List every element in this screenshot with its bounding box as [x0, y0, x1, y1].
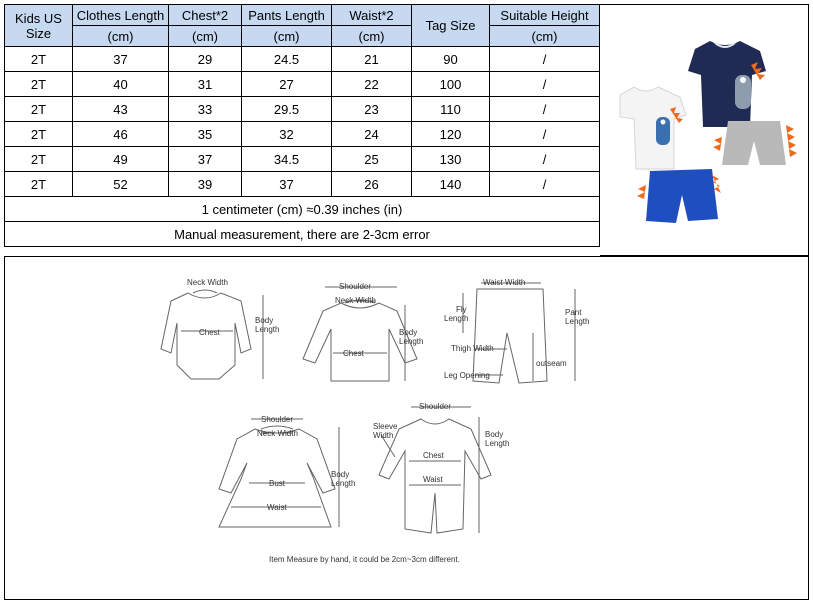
diagram-footnote: Item Measure by hand, it could be 2cm~3cm different. — [269, 555, 460, 564]
header-chest-unit: (cm) — [169, 26, 242, 47]
header-suitable-height-unit: (cm) — [490, 26, 600, 47]
header-kids-us-size: Kids US Size — [5, 5, 73, 47]
table-cell: 34.5 — [242, 147, 332, 172]
table-cell: 52 — [73, 172, 169, 197]
diagram-label: Chest — [199, 328, 220, 337]
table-cell: 100 — [412, 72, 490, 97]
table-cell: 2T — [5, 122, 73, 147]
diagram-label: Shoulder — [339, 282, 372, 291]
navy-tshirt — [688, 41, 766, 127]
table-cell: / — [490, 97, 600, 122]
table-cell: 27 — [242, 72, 332, 97]
header-pants-length: Pants Length — [242, 5, 332, 26]
table-cell: 21 — [332, 47, 412, 72]
header-pants-length-unit: (cm) — [242, 26, 332, 47]
conversion-note: 1 centimeter (cm) ≈0.39 inches (in) — [5, 197, 600, 222]
diagram-label: Body — [331, 470, 350, 479]
diagram-label: Length — [565, 317, 590, 326]
header-waist-unit: (cm) — [332, 26, 412, 47]
blue-shorts — [637, 169, 721, 223]
table-cell: / — [490, 172, 600, 197]
size-chart-table — [4, 4, 600, 247]
table-cell: 130 — [412, 147, 490, 172]
diagram-label: Chest — [343, 349, 364, 358]
table-cell: 33 — [169, 97, 242, 122]
table-row — [5, 72, 600, 97]
table-cell: / — [490, 47, 600, 72]
table-row — [5, 47, 600, 72]
diagram-label: Length — [399, 337, 424, 346]
diagram-label: Body — [485, 430, 504, 439]
table-cell: 2T — [5, 172, 73, 197]
error-note: Manual measurement, there are 2-3cm error — [5, 222, 600, 247]
table-cell: 40 — [73, 72, 169, 97]
diagram-label: Shoulder — [261, 415, 294, 424]
measurement-diagrams — [5, 257, 808, 599]
grey-shorts — [713, 121, 797, 165]
header-waist: Waist*2 — [332, 5, 412, 26]
diagram-label: Body — [399, 328, 418, 337]
table-cell: 29 — [169, 47, 242, 72]
diagram-label: Waist Width — [483, 278, 526, 287]
diagram-label: Neck Width — [187, 278, 228, 287]
white-tshirt — [620, 87, 686, 169]
diagram-label: Pant — [565, 308, 582, 317]
table-cell: 110 — [412, 97, 490, 122]
pants-diagram — [463, 283, 575, 383]
diagram-label: Leg Opening — [444, 371, 490, 380]
header-suitable-height: Suitable Height — [490, 5, 600, 26]
table-cell: 24 — [332, 122, 412, 147]
table-cell: 29.5 — [242, 97, 332, 122]
table-cell: 2T — [5, 47, 73, 72]
diagram-label: Length — [444, 314, 469, 323]
header-tag-size: Tag Size — [412, 5, 490, 47]
table-cell: 49 — [73, 147, 169, 172]
measurement-guide — [4, 256, 809, 600]
diagram-label: Width — [373, 431, 394, 440]
table-cell: 26 — [332, 172, 412, 197]
table-cell: 23 — [332, 97, 412, 122]
table-cell: 140 — [412, 172, 490, 197]
table-cell: 25 — [332, 147, 412, 172]
header-clothes-length: Clothes Length — [73, 5, 169, 26]
diagram-label: Length — [331, 479, 356, 488]
header-chest: Chest*2 — [169, 5, 242, 26]
diagram-label: Waist — [423, 475, 443, 484]
table-cell: 90 — [412, 47, 490, 72]
table-row — [5, 97, 600, 122]
diagram-label: Waist — [267, 503, 287, 512]
table-cell: 2T — [5, 72, 73, 97]
table-cell: 37 — [169, 147, 242, 172]
table-cell: 2T — [5, 147, 73, 172]
table-cell: 37 — [73, 47, 169, 72]
product-photo — [600, 4, 809, 256]
table-cell: / — [490, 147, 600, 172]
diagram-label: Chest — [423, 451, 444, 460]
diagram-label: Length — [255, 325, 280, 334]
product-illustration — [600, 5, 807, 255]
table-cell: / — [490, 122, 600, 147]
table-cell: 43 — [73, 97, 169, 122]
table-row — [5, 172, 600, 197]
table-cell: 22 — [332, 72, 412, 97]
diagram-label: Fly — [456, 305, 467, 314]
diagram-label: Neck Width — [257, 429, 298, 438]
table-cell: 46 — [73, 122, 169, 147]
diagram-label: Body — [255, 316, 274, 325]
table-cell: 35 — [169, 122, 242, 147]
table-cell: 37 — [242, 172, 332, 197]
table-row — [5, 122, 600, 147]
table-cell: 120 — [412, 122, 490, 147]
error-note-row — [5, 222, 600, 247]
diagram-label: outseam — [536, 359, 567, 368]
table-cell: 32 — [242, 122, 332, 147]
conversion-note-row — [5, 197, 600, 222]
header-clothes-length-unit: (cm) — [73, 26, 169, 47]
table-row — [5, 147, 600, 172]
table-cell: 24.5 — [242, 47, 332, 72]
diagram-label: Thigh Width — [451, 344, 494, 353]
diagram-label: Bust — [269, 479, 286, 488]
table-cell: 39 — [169, 172, 242, 197]
diagram-label: Sleeve — [373, 422, 398, 431]
table-cell: / — [490, 72, 600, 97]
table-cell: 2T — [5, 97, 73, 122]
table-cell: 31 — [169, 72, 242, 97]
diagram-label: Length — [485, 439, 510, 448]
diagram-label: Shoulder — [419, 402, 452, 411]
diagram-label: Neck Width — [335, 296, 376, 305]
